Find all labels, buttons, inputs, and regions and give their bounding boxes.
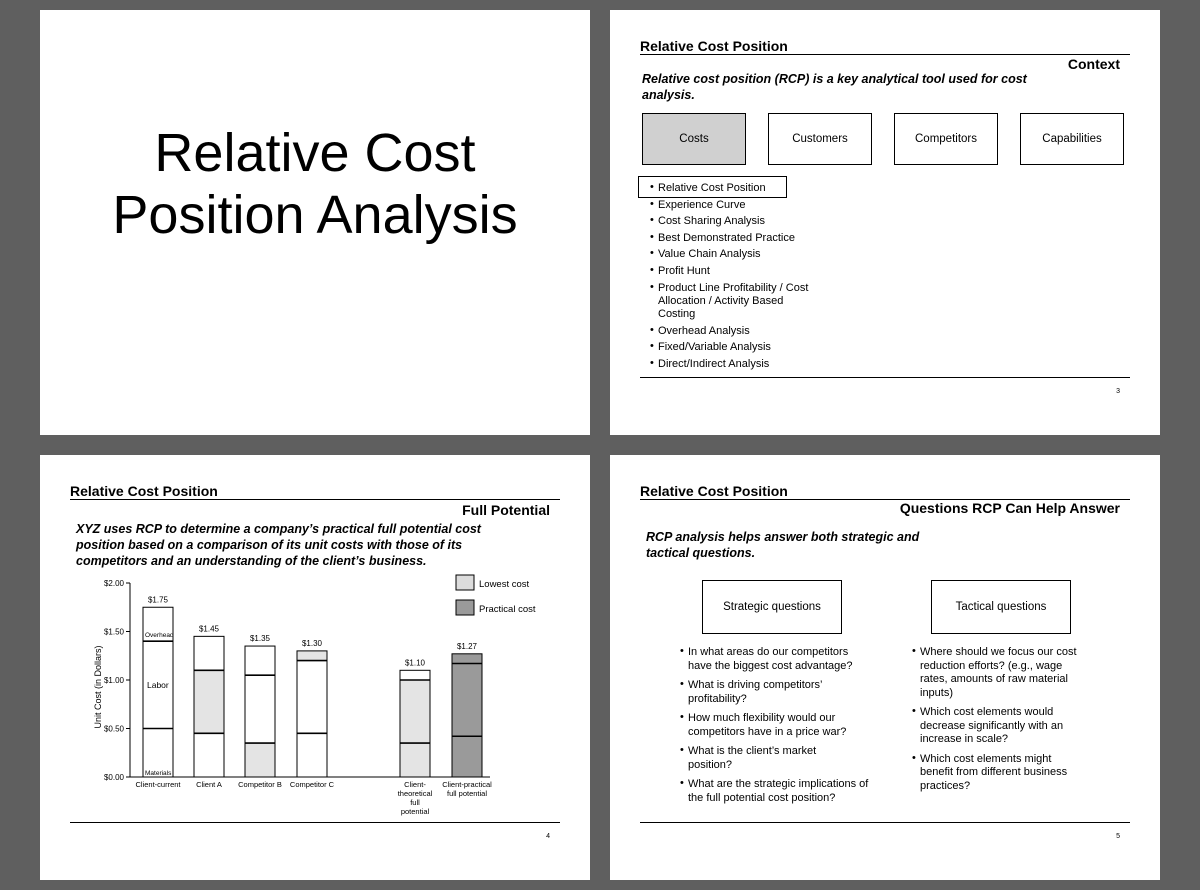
x-tick-label: potential bbox=[400, 807, 430, 816]
x-tick-label: Client-current bbox=[135, 780, 181, 789]
x-tick-label: Client A bbox=[196, 780, 222, 789]
list-item: • Where should we focus our cost reduction efforts? (e.g., wage rates, amounts of raw material inputs) bbox=[912, 646, 1090, 700]
list-item: • Which cost elements might benefit from different business practices? bbox=[912, 753, 1072, 794]
x-tick-label: full bbox=[410, 798, 420, 807]
bar-total-label: $1.27 bbox=[456, 641, 478, 651]
bar-segment bbox=[194, 733, 224, 777]
list-item: • Relative Cost Position bbox=[650, 182, 825, 195]
slide-header: Relative Cost Position bbox=[70, 483, 560, 500]
capabilities-box: Capabilities bbox=[1020, 113, 1124, 165]
slide-full-potential bbox=[40, 455, 590, 880]
x-tick-label: Client-practical bbox=[442, 780, 492, 789]
list-item: • Overhead Analysis bbox=[650, 325, 825, 338]
lead-text: RCP analysis helps answer both strategic and tactical questions. bbox=[646, 530, 920, 560]
slide-header: Relative Cost Position bbox=[640, 38, 1130, 55]
list-item: • What is the client’s market position? bbox=[680, 745, 840, 772]
bar-total-label: $1.35 bbox=[249, 634, 271, 644]
segment-label-labor: Labor bbox=[147, 679, 169, 690]
lead-text: XYZ uses RCP to determine a company’s practical full potential cost position based on a comparison of its unit costs with those of its competitors and an understanding of the client’s business. bbox=[76, 522, 481, 568]
competitors-box: Competitors bbox=[894, 113, 998, 165]
slide-context bbox=[610, 10, 1160, 435]
list-item: • In what areas do our competitors have the biggest cost advantage? bbox=[680, 646, 870, 673]
bar-segment bbox=[452, 664, 482, 737]
slide-subheader: Full Potential bbox=[462, 502, 550, 518]
bars bbox=[143, 595, 482, 777]
list-item: • Which cost elements would decrease significantly with an increase in scale? bbox=[912, 706, 1077, 747]
footer-rule bbox=[70, 822, 560, 823]
legend-label-lowest: Lowest cost bbox=[479, 579, 530, 590]
bar-total-label: $1.10 bbox=[404, 658, 426, 668]
bar-segment bbox=[194, 636, 224, 670]
x-tick-label: Competitor B bbox=[238, 780, 282, 789]
bar-segment bbox=[245, 646, 275, 675]
x-tick-label: Client- bbox=[404, 780, 426, 789]
tactical-questions-box: Tactical questions bbox=[931, 580, 1071, 634]
cost-tools-list bbox=[650, 182, 825, 375]
list-item: • Profit Hunt bbox=[650, 265, 825, 278]
y-axis-label: Unit Cost (in Dollars) bbox=[93, 645, 103, 729]
strategic-questions-list bbox=[680, 646, 870, 811]
bar-segment bbox=[400, 743, 430, 777]
list-item: • Fixed/Variable Analysis bbox=[650, 341, 825, 354]
deck-title bbox=[40, 122, 590, 246]
legend-swatch-practical bbox=[456, 600, 474, 615]
bar-segment bbox=[194, 670, 224, 733]
x-tick-label: Competitor C bbox=[289, 780, 335, 789]
bar-segment bbox=[400, 680, 430, 743]
list-item: • Value Chain Analysis bbox=[650, 248, 825, 261]
page-number: 5 bbox=[1116, 833, 1120, 840]
list-item: • Experience Curve bbox=[650, 199, 825, 212]
y-tick-label: $0.00 bbox=[103, 773, 124, 782]
segment-label-overhead: Overhead bbox=[145, 631, 174, 639]
legend-swatch-lowest bbox=[456, 575, 474, 590]
slide-subheader: Questions RCP Can Help Answer bbox=[899, 500, 1120, 516]
slide-header: Relative Cost Position bbox=[640, 483, 1130, 500]
bar-total-label: $1.30 bbox=[301, 638, 323, 648]
bar-segment bbox=[452, 654, 482, 664]
bar-segment bbox=[452, 736, 482, 777]
legend-label-practical: Practical cost bbox=[479, 604, 536, 615]
unit-cost-chart bbox=[40, 455, 590, 835]
tactical-questions-list bbox=[912, 646, 1092, 799]
bar-segment bbox=[297, 733, 327, 777]
footer-rule bbox=[640, 822, 1130, 823]
list-item: • Product Line Profitability / Cost Allocation / Activity Based Costing bbox=[650, 282, 815, 322]
list-item: • How much flexibility would our competitors have in a price war? bbox=[680, 712, 870, 739]
page-number: 3 bbox=[1116, 388, 1120, 395]
y-tick-label: $0.50 bbox=[103, 724, 124, 734]
segment-label-materials: Materials bbox=[145, 770, 172, 778]
footer-rule bbox=[640, 377, 1130, 378]
bar-segment bbox=[245, 675, 275, 743]
x-tick-label: theoretical bbox=[397, 789, 433, 798]
customers-box: Customers bbox=[768, 113, 872, 165]
deck-title-line2: Position Analysis bbox=[112, 185, 518, 245]
x-tick-label: full potential bbox=[446, 789, 488, 798]
bar-segment bbox=[400, 670, 430, 680]
list-item: • What are the strategic implications of the full potential cost position? bbox=[680, 778, 870, 805]
slide-title bbox=[40, 10, 590, 435]
y-tick-label: $2.00 bbox=[103, 579, 124, 588]
lead-text: Relative cost position (RCP) is a key analytical tool used for cost analysis. bbox=[642, 72, 1027, 102]
list-item: • Best Demonstrated Practice bbox=[650, 232, 825, 245]
list-item: • Direct/Indirect Analysis bbox=[650, 358, 825, 371]
y-tick-label: $1.00 bbox=[103, 676, 124, 685]
x-axis-labels bbox=[130, 777, 492, 816]
bar-segment bbox=[297, 661, 327, 734]
y-axis bbox=[104, 579, 130, 782]
costs-box: Costs bbox=[642, 113, 746, 165]
list-item: • What is driving competitors’ profitability? bbox=[680, 679, 840, 706]
page-number: 4 bbox=[546, 833, 550, 840]
bar-total-label: $1.75 bbox=[147, 595, 169, 605]
slide-subheader: Context bbox=[1067, 56, 1120, 72]
bar-total-label: $1.45 bbox=[198, 624, 220, 634]
strategic-questions-box: Strategic questions bbox=[702, 580, 842, 634]
slide-questions bbox=[610, 455, 1160, 880]
y-tick-label: $1.50 bbox=[103, 627, 124, 637]
list-item: • Cost Sharing Analysis bbox=[650, 215, 825, 228]
bar-segment bbox=[245, 743, 275, 777]
deck-title-line1: Relative Cost bbox=[154, 123, 476, 183]
bar-segment bbox=[297, 651, 327, 661]
legend bbox=[456, 575, 536, 615]
